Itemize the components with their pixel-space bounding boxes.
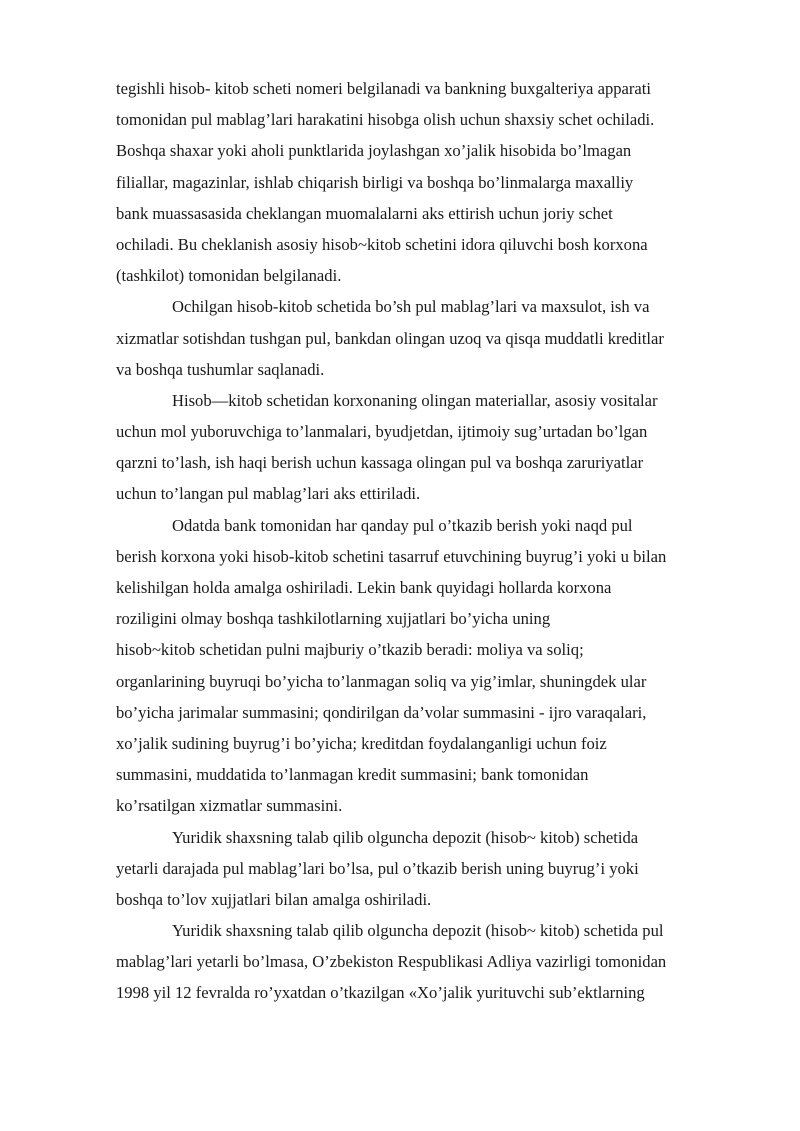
text-line: 1998 yil 12 fevralda ro’yxatdan o’tkazilgan «Xo’jalik yurituvchi sub’ektlarning	[116, 983, 645, 1003]
text-line: bo’yicha jarimalar summasini; qondirilgan da’volar summasini - ijro varaqalari,	[116, 702, 647, 722]
text-line: uchun to’langan pul mablag’lari aks ettiriladi.	[116, 484, 421, 504]
text-line: uchun mol yuboruvchiga to’lanmalari, byudjetdan, ijtimoiy sug’urtadan bo’lgan	[116, 422, 648, 442]
text-line: yetarli darajada pul mablag’lari bo’lsa, pul o’tkazib berish uning buyrug’i yoki	[116, 858, 639, 878]
text-line: tegishli hisob- kitob scheti nomeri belgilanadi va bankning buxgalteriya apparati	[116, 79, 652, 98]
text-line: kelishilgan holda amalga oshiriladi. Lekin bank quyidagi hollarda korxona	[116, 578, 612, 597]
text-line: roziligini olmay boshqa tashkilotlarning xujjatlari bo’yicha uning	[116, 609, 551, 629]
text-line: xizmatlar sotishdan tushgan pul, bankdan olingan uzoq va qisqa muddatli kreditlar	[116, 328, 664, 348]
text-line: berish korxona yoki hisob-kitob schetini tasarruf etuvchining buyrug’i yoki u bilan	[116, 546, 667, 566]
document-body	[116, 73, 734, 1009]
text-line: Hisob—kitob schetidan korxonaning olingan materiallar, asosiy vositalar	[172, 390, 658, 410]
text-line: tomonidan pul mablag’lari harakatini hisobga olish uchun shaxsiy schet ochiladi.	[116, 110, 655, 130]
text-line: organlarining buyruqi bo’yicha to’lanmagan soliq va yig’imlar, shuningdek ular	[116, 671, 647, 691]
text-line: bank muassasasida cheklangan muomalalarni aks ettirish uchun joriy schet	[116, 203, 613, 223]
text-line: Ochilgan hisob-kitob schetida bo’sh pul mablag’lari va maxsulot, ish va	[172, 297, 650, 317]
text-line: va boshqa tushumlar saqlanadi.	[116, 359, 325, 379]
text-line: Boshqa shaxar yoki aholi punktlarida joylashgan xo’jalik hisobida bo’lmagan	[116, 141, 632, 161]
text-line: boshqa to’lov xujjatlari bilan amalga oshiriladi.	[116, 889, 432, 909]
text-line: ko’rsatilgan xizmatlar summasini.	[116, 796, 343, 816]
text-line: (tashkilot) tomonidan belgilanadi.	[116, 266, 342, 286]
text-line: summasini, muddatida to’lanmagan kredit summasini; bank tomonidan	[116, 765, 589, 785]
text-line: filiallar, magazinlar, ishlab chiqarish birligi va boshqa bo’linmalarga maxalliy	[116, 172, 634, 192]
text-line: Yuridik shaxsning talab qilib olguncha depozit (hisob~ kitob) schetida pul	[172, 921, 664, 941]
text-line: mablag’lari yetarli bo’lmasa, O’zbekiston Respublikasi Adliya vazirligi tomonidan	[116, 952, 667, 972]
text-line: Yuridik shaxsning talab qilib olguncha depozit (hisob~ kitob) schetida	[172, 827, 639, 847]
text-line: Odatda bank tomonidan har qanday pul o’tkazib berish yoki naqd pul	[172, 515, 633, 535]
text-line: xo’jalik sudining buyrug’i bo’yicha; kreditdan foydalanganligi uchun foiz	[116, 733, 607, 753]
text-line: ochiladi. Bu cheklanish asosiy hisob~kitob schetini idora qiluvchi bosh korxona	[116, 234, 648, 254]
text-line: qarzni to’lash, ish haqi berish uchun kassaga olingan pul va boshqa zaruriyatlar	[116, 453, 644, 473]
text-line: hisob~kitob schetidan pulni majburiy o’tkazib beradi: moliya va soliq;	[116, 640, 584, 660]
